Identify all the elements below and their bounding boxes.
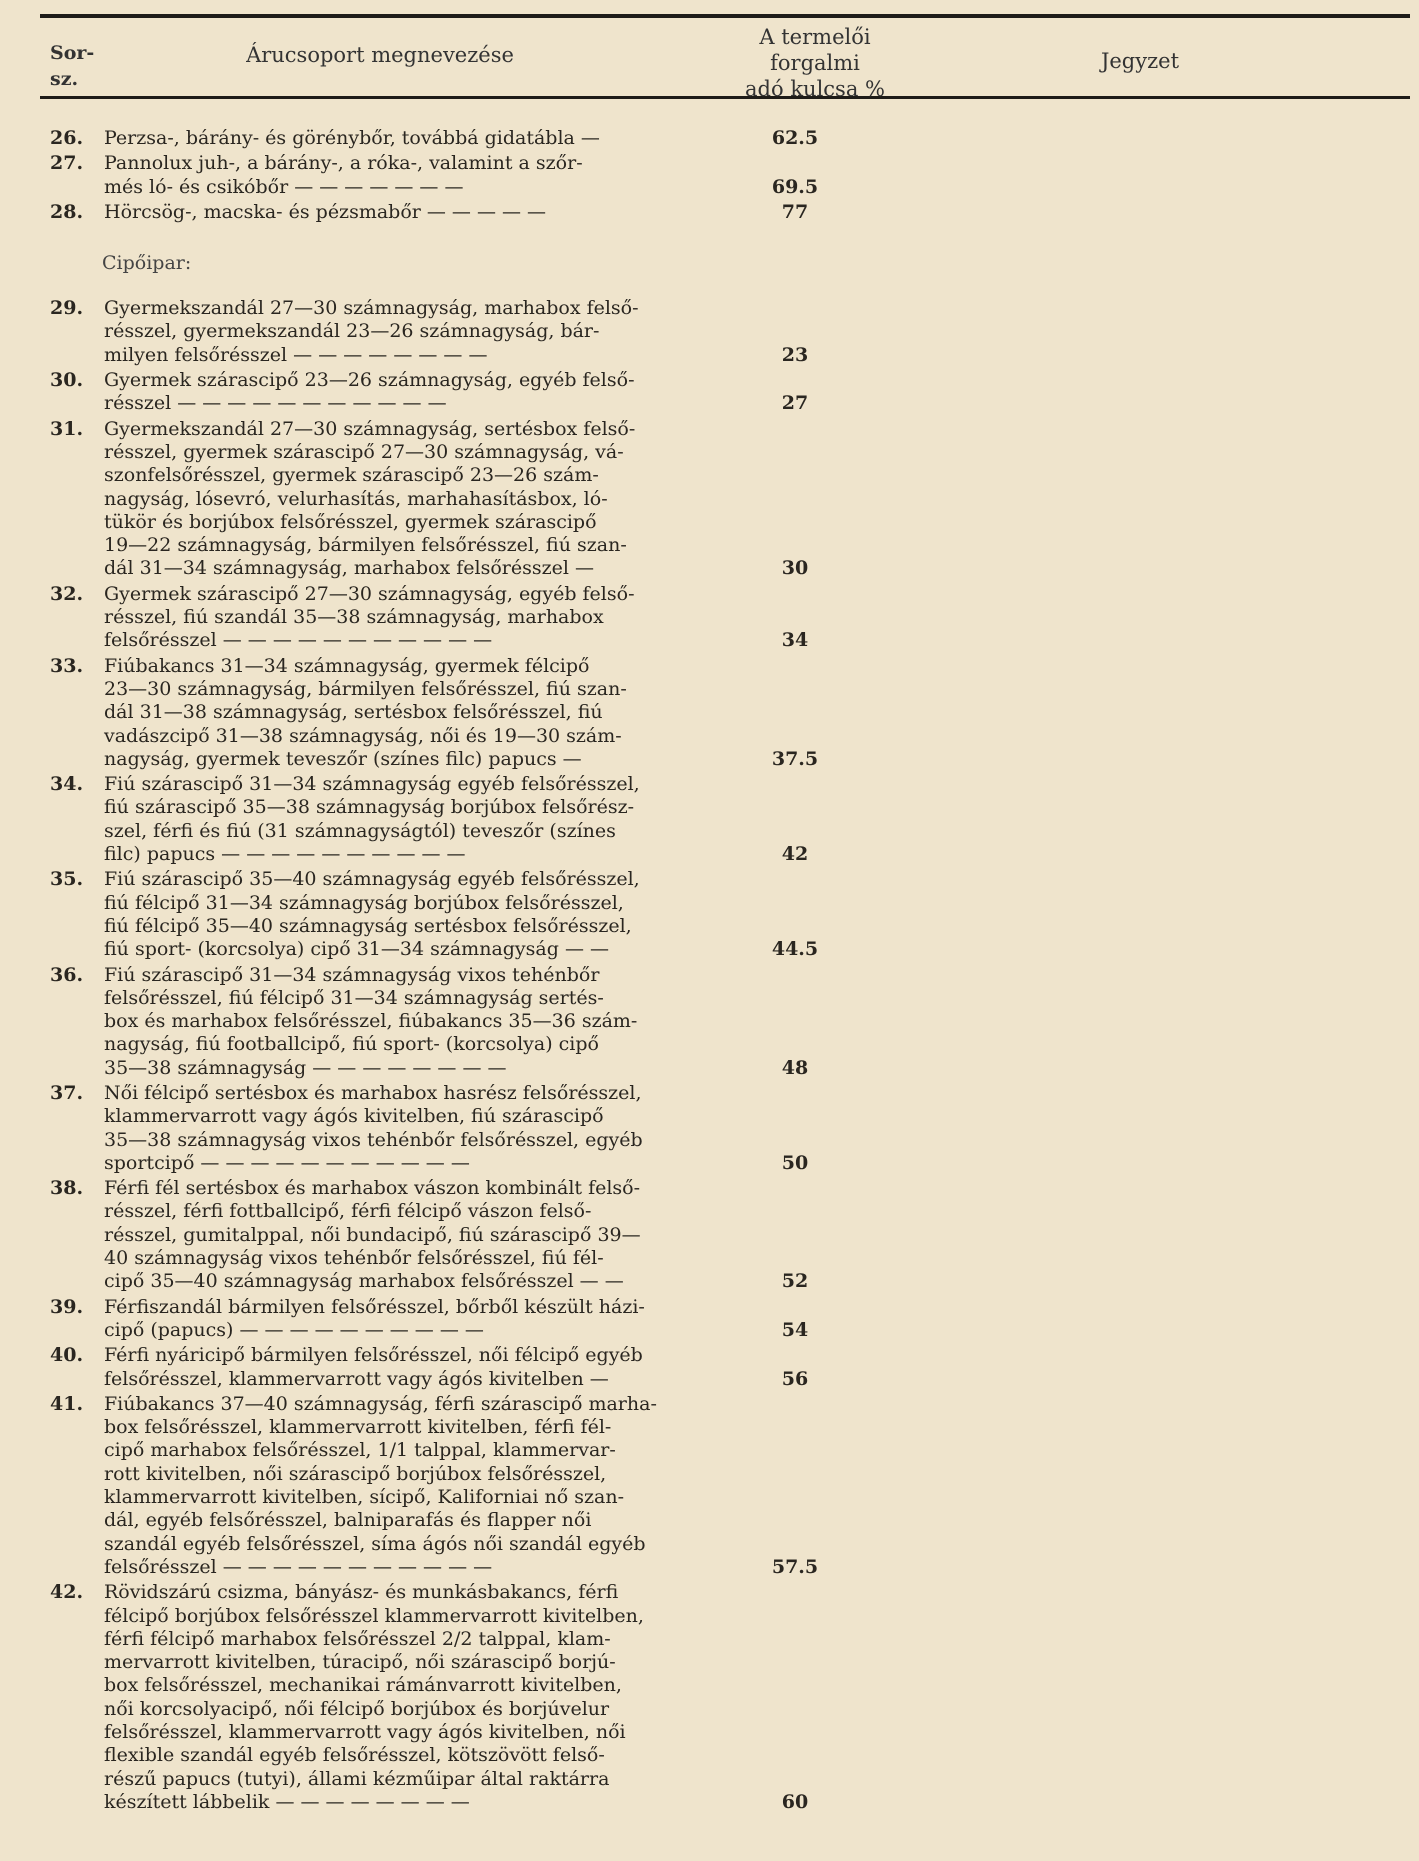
header-col-rate-line1: A termelői: [759, 25, 871, 49]
table-row: [50, 127, 819, 150]
row-description-line: klammervarrott kivitelben, sícipő, Kaliforniai nő szan-: [104, 1486, 625, 1509]
row-description: [104, 964, 764, 1080]
row-description-line: szandál egyéb felsőrésszel, síma ágós női szandál egyéb: [104, 1532, 646, 1555]
table-row: [50, 1392, 819, 1579]
header-rule: [40, 96, 1410, 99]
row-description-line: cipő marhabox felsőrésszel, 1/1 talppal, klammervar-: [104, 1439, 616, 1462]
table-rows-main: [50, 297, 1419, 1814]
row-number: 38.: [50, 1177, 84, 1200]
row-description-line: Férfi nyáricipő bármilyen felsőrésszel, női félcipő egyéb: [104, 1344, 643, 1367]
row-description-line: Pannolux juh-, a bárány-, a róka-, valamint a szőr-: [104, 152, 583, 175]
row-description: [104, 868, 764, 961]
row-description-line: Női félcipő sertésbox és marhabox hasrész felsőrésszel,: [104, 1081, 642, 1104]
table-row: [50, 418, 810, 581]
row-description-line: résszel, gyermek szárascipő 27—30 számnagyság, vá-: [104, 440, 624, 463]
row-tax-rate: 23: [781, 343, 809, 366]
row-description-line: box és marhabox felsőrésszel, fiúbakancs 35—36 szám-: [104, 1010, 638, 1033]
top-rule: [40, 14, 1410, 18]
table-row: [50, 1344, 810, 1391]
header-col-rate: [735, 24, 895, 102]
row-description-line: férfi félcipő marhabox felsőrésszel 2/2 talppal, klam-: [104, 1627, 611, 1650]
row-description-line: milyen felsőrésszel — — — — — — — —: [104, 343, 488, 366]
row-description-line: szel, férfi és fiú (31 számnagyságtól) teveszőr (színes: [104, 819, 616, 842]
row-description: [104, 152, 764, 199]
header-col-note: Jegyzet: [1100, 49, 1180, 73]
row-description-line: cipő (papucs) — — — — — — — — — —: [104, 1318, 484, 1341]
row-description: [104, 1177, 764, 1293]
row-tax-rate: 60: [781, 1790, 809, 1813]
row-tax-rate: 54: [781, 1318, 809, 1341]
table-row: [50, 1082, 810, 1175]
row-description-line: résszel, gumitalppal, női bundacipő, fiú szárascipő 39—: [104, 1223, 641, 1246]
row-description-line: Fiú szárascipő 31—34 számnagyság vixos tehénbőr: [104, 963, 600, 986]
row-description: [104, 369, 764, 416]
row-description-line: 23—30 számnagyság, bármilyen felsőrésszel, fiú szan-: [104, 677, 627, 700]
header-col-number-line2: sz.: [50, 68, 79, 90]
header-col-number: [50, 40, 110, 92]
row-description: [104, 1393, 764, 1579]
table-row: [50, 654, 819, 771]
row-number: 27.: [50, 152, 84, 175]
table-row: [50, 201, 810, 224]
row-number: 35.: [50, 868, 84, 891]
row-description: [104, 773, 764, 866]
row-description-line: felsőrésszel, fiú félcipő 31—34 számnagyság sertés-: [104, 986, 604, 1009]
table-row: [50, 868, 819, 961]
row-description-line: résszel, gyermekszandál 23—26 számnagyság, bár-: [104, 320, 600, 343]
row-description: [104, 1296, 764, 1343]
table-row: [50, 1581, 810, 1814]
row-description: [104, 297, 764, 367]
row-description-line: részű papucs (tutyi), állami kézműipar által raktárra: [104, 1767, 610, 1790]
row-number: 26.: [50, 127, 84, 149]
row-number: 40.: [50, 1344, 84, 1367]
row-description-line: dál 31—38 számnagyság, sertésbox felsőrésszel, fiú: [104, 701, 603, 724]
row-description-line: klammervarrott vagy ágós kivitelben, fiú szárascipő: [104, 1105, 604, 1128]
table-row: [50, 583, 810, 653]
row-tax-rate: 50: [781, 1151, 809, 1174]
row-description-line: felsőrésszel, klammervarrott vagy ágós kivitelben, női: [104, 1721, 626, 1743]
row-tax-rate: 69.5: [771, 175, 819, 198]
row-description: [104, 1581, 764, 1814]
row-number: 28.: [50, 200, 84, 223]
row-description-line: més ló- és csikóbőr — — — — — — —: [104, 175, 464, 198]
header-col-rate-line2: forgalmi: [770, 51, 860, 75]
row-tax-rate: 37.5: [771, 747, 819, 770]
row-description-line: fiú félcipő 35—40 számnagyság sertésbox felsőrésszel,: [104, 914, 632, 937]
row-tax-rate: 30: [781, 557, 809, 580]
row-description-line: Fiúbakancs 31—34 számnagyság, gyermek félcipő: [104, 654, 590, 677]
row-description-line: Hörcsög-, macska- és pézsmabőr — — — — —: [104, 200, 547, 223]
row-description-line: Fiú szárascipő 31—34 számnagyság egyéb felsőrésszel,: [104, 773, 640, 796]
row-description-line: nagyság, fiú footballcipő, fiú sport- (korcsolya) cipő: [104, 1033, 599, 1056]
row-description: [104, 1344, 764, 1391]
row-tax-rate: 57.5: [771, 1555, 819, 1578]
row-description-line: fiú félcipő 31—34 számnagyság borjúbox felsőrésszel,: [104, 891, 624, 914]
row-tax-rate: 27: [781, 392, 809, 415]
row-description-line: Gyermek szárascipő 27—30 számnagyság, egyéb felső-: [104, 582, 635, 605]
row-number: 30.: [50, 369, 84, 392]
table-row: [50, 964, 810, 1080]
table-rows-top: [50, 127, 1419, 224]
row-number: 36.: [50, 963, 84, 986]
row-description-line: dál 31—34 számnagyság, marhabox felsőrésszel —: [104, 557, 594, 580]
row-description-line: sportcipő — — — — — — — — — — —: [104, 1151, 470, 1174]
row-tax-rate: 56: [781, 1367, 809, 1390]
row-number: 32.: [50, 582, 84, 605]
row-number: 34.: [50, 773, 84, 796]
row-description-line: vadászcipő 31—38 számnagyság, női és 19—30 szám-: [104, 724, 622, 747]
section-title: Cipőipar:: [102, 252, 192, 275]
table-row: [50, 297, 810, 367]
row-number: 33.: [50, 654, 84, 677]
row-description-line: felsőrésszel — — — — — — — — — — —: [104, 1555, 493, 1578]
row-description-line: nagyság, gyermek teveszőr (színes filc) papucs —: [104, 747, 582, 770]
row-number: 29.: [50, 297, 84, 320]
header-col-number-line1: Sor-: [50, 42, 95, 64]
row-tax-rate: 48: [781, 1056, 809, 1079]
row-number: 37.: [50, 1081, 84, 1104]
row-description-line: szonfelsőrésszel, gyermek szárascipő 23—26 szám-: [104, 464, 599, 487]
row-description-line: nagyság, lósevró, velurhasítás, marhahasításbox, ló-: [104, 487, 608, 510]
row-description-line: 40 számnagyság vixos tehénbőr felsőrésszel, fiú fél-: [104, 1247, 604, 1270]
row-description: [104, 127, 764, 150]
row-description: [104, 1082, 764, 1175]
row-number: 31.: [50, 417, 84, 440]
row-tax-rate: 42: [781, 843, 809, 866]
row-description: [104, 583, 764, 653]
row-description-line: női korcsolyacipő, női félcipő borjúbox és borjúvelur: [104, 1697, 610, 1720]
row-description-line: Fiú szárascipő 35—40 számnagyság egyéb felsőrésszel,: [104, 868, 640, 891]
table-row: [50, 1177, 810, 1293]
row-description-line: dál, egyéb felsőrésszel, balniparafás és flapper női: [104, 1509, 592, 1532]
row-tax-rate: 34: [781, 629, 809, 652]
row-description-line: Férfiszandál bármilyen felsőrésszel, bőrből készült házi-: [104, 1295, 645, 1318]
row-description-line: rott kivitelben, női szárascipő borjúbox felsőrésszel,: [104, 1462, 607, 1485]
table-row: [50, 369, 810, 416]
row-description-line: készített lábbelik — — — — — — — —: [104, 1790, 470, 1813]
row-tax-rate: 62.5: [771, 127, 819, 149]
row-description-line: Fiúbakancs 37—40 számnagyság, férfi szárascipő marha-: [104, 1392, 657, 1415]
row-description-line: 35—38 számnagyság vixos tehénbőr felsőrésszel, egyéb: [104, 1128, 643, 1151]
row-tax-rate: 77: [781, 200, 809, 223]
row-description-line: résszel — — — — — — — — — — —: [104, 392, 447, 415]
row-number: 41.: [50, 1392, 84, 1415]
row-description-line: tükör és borjúbox felsőrésszel, gyermek szárascipő: [104, 510, 597, 533]
row-description-line: Rövidszárú csizma, bányász- és munkásbakancs, férfi: [104, 1581, 619, 1604]
row-description-line: 19—22 számnagyság, bármilyen felsőrésszel, fiú szan-: [104, 534, 627, 557]
row-description-line: résszel, férfi fottballcipő, férfi félcipő vászon felső-: [104, 1200, 592, 1223]
row-description-line: box felsőrésszel, klammervarrott kivitelben, férfi fél-: [104, 1416, 612, 1439]
row-description-line: flexible szandál egyéb felsőrésszel, kötszövött felső-: [104, 1744, 605, 1767]
row-description-line: mervarrott kivitelben, túracipő, női szárascipő borjú-: [104, 1651, 616, 1674]
row-description-line: fiú szárascipő 35—38 számnagyság borjúbox felsőrész-: [104, 796, 635, 819]
header-col-rate-line3: adó kulcsa %: [745, 77, 885, 101]
row-number: 39.: [50, 1295, 84, 1318]
row-description: [104, 655, 764, 771]
row-description-line: cipő 35—40 számnagyság marhabox felsőrésszel — —: [104, 1270, 624, 1293]
table-row: [50, 773, 810, 866]
row-description-line: Férfi fél sertésbox és marhabox vászon kombinált felső-: [104, 1177, 641, 1200]
row-description-line: felsőrésszel, klammervarrott vagy ágós kivitelben —: [104, 1367, 609, 1390]
row-description-line: 35—38 számnagyság — — — — — — — —: [104, 1056, 507, 1079]
header-col-name: Árucsoport megnevezése: [246, 43, 514, 67]
row-description-line: felsőrésszel — — — — — — — — — — —: [104, 629, 493, 652]
row-description: [104, 201, 764, 224]
table-row: [50, 1296, 810, 1343]
rates-table: [50, 127, 1419, 1816]
row-description-line: résszel, fiú szandál 35—38 számnagyság, marhabox: [104, 606, 604, 629]
row-description-line: Gyermek szárascipő 23—26 számnagyság, egyéb felső-: [104, 369, 635, 392]
row-tax-rate: 52: [781, 1270, 809, 1293]
row-description-line: Perzsa-, bárány- és görénybőr, továbbá gidatábla —: [104, 127, 600, 149]
row-description-line: fiú sport- (korcsolya) cipő 31—34 számnagyság — —: [104, 938, 609, 961]
row-description-line: filc) papucs — — — — — — — — — —: [104, 843, 466, 866]
row-description-line: box felsőrésszel, mechanikai rámánvarrott kivitelben,: [104, 1674, 622, 1697]
table-row: [50, 152, 819, 199]
row-description: [104, 418, 764, 581]
row-tax-rate: 44.5: [771, 938, 819, 961]
row-description-line: Gyermekszandál 27—30 számnagyság, marhabox felső-: [104, 297, 639, 320]
row-description-line: Gyermekszandál 27—30 számnagyság, sertésbox felső-: [104, 417, 636, 440]
row-number: 42.: [50, 1581, 84, 1604]
row-description-line: félcipő borjúbox felsőrésszel klammervarrott kivitelben,: [104, 1604, 644, 1627]
